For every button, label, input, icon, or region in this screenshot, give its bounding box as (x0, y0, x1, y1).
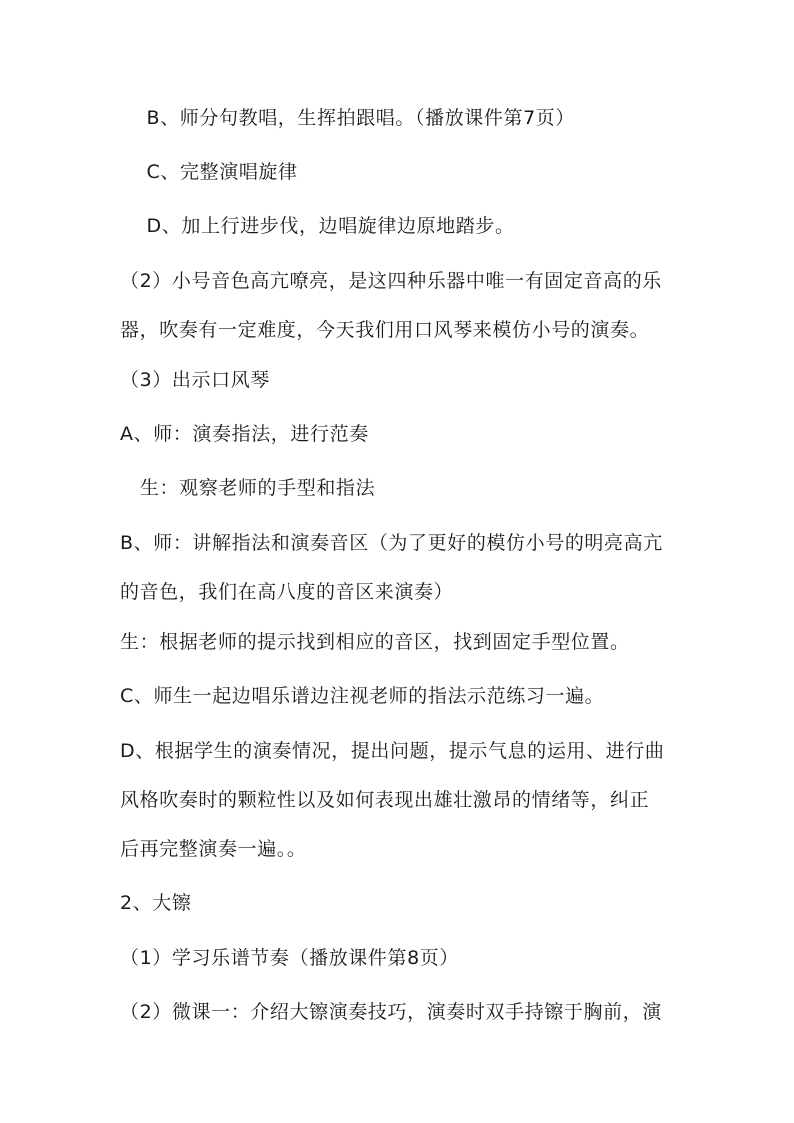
text-line-9: B、师：讲解指法和演奏音区（为了更好的模仿小号的明亮高亢 (120, 532, 663, 554)
text-line-2: C、完整演唱旋律 (120, 161, 298, 183)
text-line-4: （2）小号音色高亢嘹亮，是这四种乐器中唯一有固定音高的乐 (120, 270, 662, 292)
text-line-11: 生：根据老师的提示找到相应的音区，找到固定手型位置。 (120, 631, 630, 653)
text-line-14: 风格吹奏时的颗粒性以及如何表现出雄壮激昂的情绪等，纠正 (120, 789, 650, 811)
text-line-12: C、师生一起边唱乐谱边注视老师的指法示范练习一遍。 (120, 685, 605, 707)
text-line-6: （3）出示口风琴 (120, 369, 270, 391)
text-line-15: 后再完整演奏一遍。。 (120, 838, 307, 860)
text-line-5: 器，吹奏有一定难度，今天我们用口风琴来模仿小号的演奏。 (120, 319, 650, 341)
text-line-7: A、师：演奏指法，进行范奏 (120, 423, 369, 445)
text-line-16: 2、大镲 (120, 892, 192, 914)
text-line-3: D、加上行进步伐，边唱旋律边原地踏步。 (120, 215, 515, 237)
text-line-13: D、根据学生的演奏情况，提出问题，提示气息的运用、进行曲 (120, 740, 665, 762)
text-line-10: 的音色，我们在高八度的音区来演奏） (120, 581, 454, 603)
text-line-17: （1）学习乐谱节奏（播放课件第8页） (120, 947, 459, 969)
text-line-18: （2）微课一：介绍大镲演奏技巧，演奏时双手持镲于胸前，演 (120, 1001, 662, 1023)
text-line-1: B、师分句教唱，生挥拍跟唱。（播放课件第7页） (120, 107, 575, 129)
text-line-8: 生：观察老师的手型和指法 (120, 477, 376, 499)
